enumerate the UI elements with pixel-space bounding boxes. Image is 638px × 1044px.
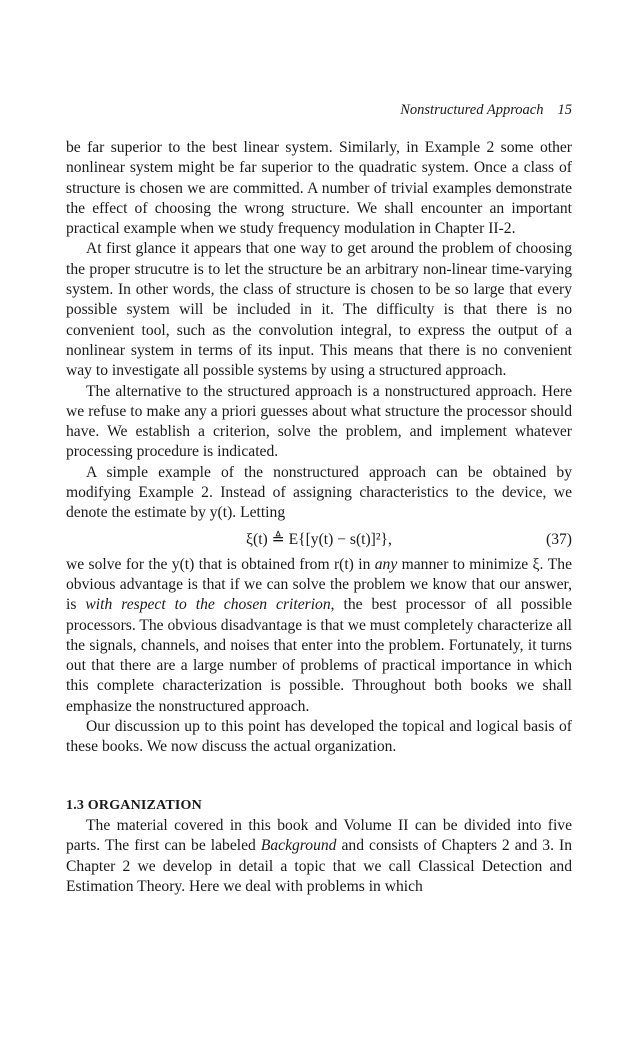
paragraph-2: At first glance it appears that one way to get around the problem of choosing the proper strucutre is to let the structure be an arbitrary non-linear time-varying system. In other words, the class of structure is chosen to be so large that every possible system will be included in it. The difficulty is that there is no convenient tool, such as the convolution integral, to express the output of a nonlinear system in terms of its input. This means that there is no convenient way to investigate all possible systems by using a structured approach. <box>66 240 572 380</box>
equation-formula: ξ(t) ≜ E{[y(t) − s(t)]²}, <box>246 530 392 548</box>
paragraph-7 <box>66 816 572 897</box>
page-body <box>66 138 572 897</box>
paragraph-7-text-a: The material covered in this book and Volume II can be divided into five parts. The first can be labeled <box>66 816 572 855</box>
paragraph-3: The alternative to the structured approach is a nonstructured approach. Here we refuse to make any a priori guesses about what structure the processor should have. We establish a criterion, solve the problem, and implement whatever processing procedure is indicated. <box>66 382 572 461</box>
running-header <box>66 101 572 119</box>
section-heading: 1.3 ORGANIZATION <box>66 797 202 813</box>
paragraph-5 <box>66 555 572 717</box>
paragraph-7-text-c: and consists of Chapters 2 and 3. In Chapter 2 we develop in detail a topic that we call Classical Detection and Estimation Theory. Here we deal with problems in which <box>66 837 572 895</box>
paragraph-1: be far superior to the best linear system. Similarly, in Example 2 some other nonlinear system might be far superior to the quadratic system. Once a class of structure is chosen we are committed. A number of trivial examples demonstrate the effect of choosing the wrong structure. We shall encounter an important practical example when we study frequency modulation in Chapter II-2. <box>66 139 572 238</box>
paragraph-5-text-a: we solve for the y(t) that is obtained from r(t) in <box>66 555 375 573</box>
paragraph-5-emphasis-any: any <box>374 555 398 573</box>
paragraph-5-text-c: manner to minimize ξ. The obvious advantage is that if we can solve the problem we know that our answer, is <box>66 555 572 614</box>
paragraph-6: Our discussion up to this point has developed the topical and logical basis of these books. We now discuss the actual organization. <box>66 718 572 756</box>
paragraph-7-emphasis-background: Background <box>260 837 337 855</box>
page-number: 15 <box>557 102 572 118</box>
paragraph-5-text-e: , the best processor of all possible processors. The obvious disadvantage is that we must completely characterize all the signals, channels, and noises that enter into the problem. Fortunately, it turns out that there are a large number of problems of practical importance in which this complete characterization is possible. Throughout both books we shall emphasize the nonstructured approach. <box>66 596 573 715</box>
paragraph-5-emphasis-criterion: with respect to the chosen criterion <box>85 596 331 614</box>
equation-number: (37) <box>546 530 572 548</box>
paragraph-4: A simple example of the nonstructured approach can be obtained by modifying Example 2. Instead of assigning characteristics to the device, we denote the estimate by y(t). Letting <box>66 463 572 522</box>
equation-37 <box>66 526 572 555</box>
header-title: Nonstructured Approach <box>400 102 544 118</box>
